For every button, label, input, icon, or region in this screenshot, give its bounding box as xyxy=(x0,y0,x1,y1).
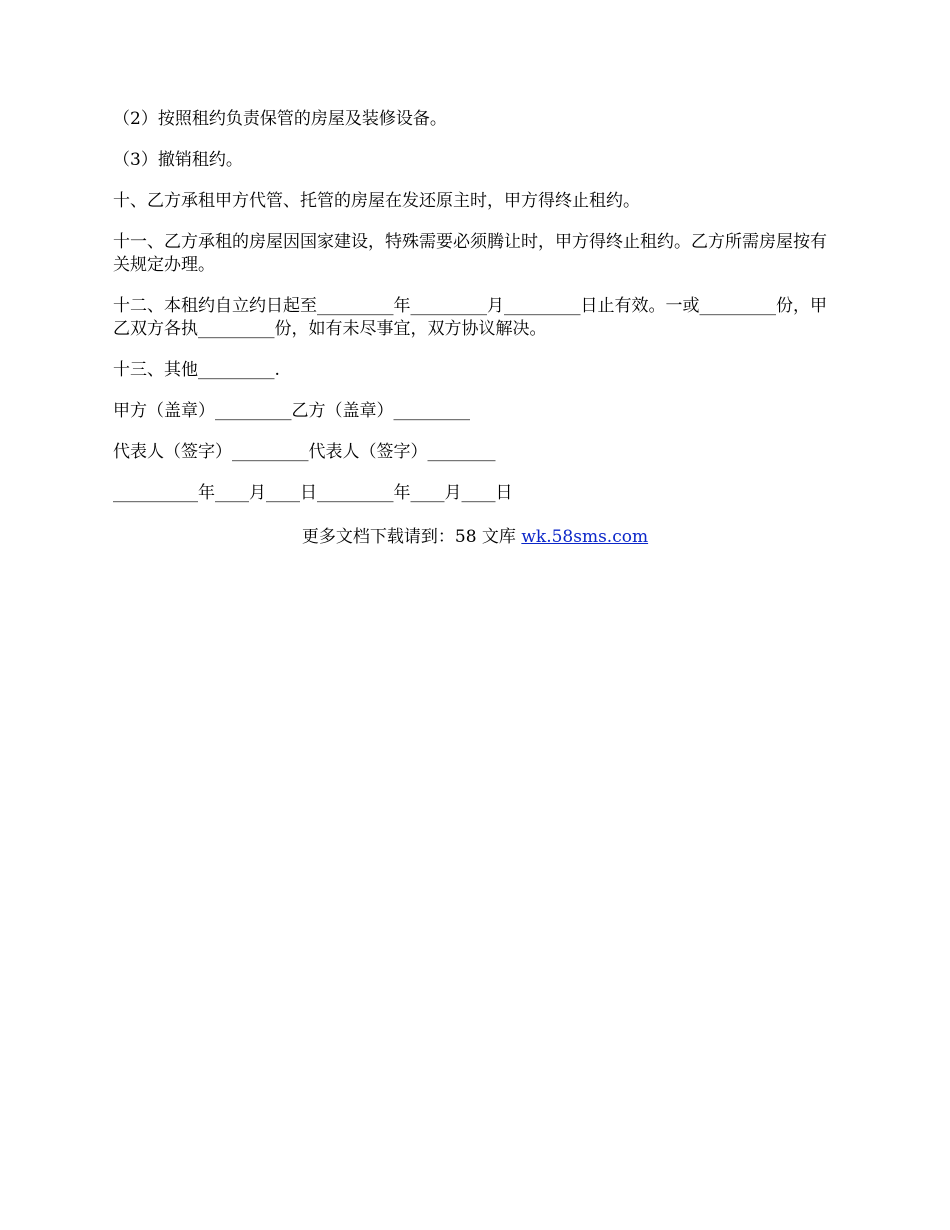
paragraph-clause-10: 十、乙方承租甲方代管、托管的房屋在发还原主时，甲方得终止租约。 xyxy=(113,191,640,211)
signature-representative-line: 代表人（签字）_________代表人（签字）________ xyxy=(113,442,496,462)
paragraph-clause-9-item-2: （2）按照租约负责保管的房屋及装修设备。 xyxy=(113,109,447,129)
download-footer xyxy=(0,526,950,549)
footer-link[interactable]: wk.58sms.com xyxy=(521,527,649,547)
paragraph-clause-11: 十一、乙方承租的房屋因国家建设，特殊需要必须腾让时，甲方得终止租约。乙方所需房屋按有关规定办理。 xyxy=(113,232,827,275)
paragraph-clause-12: 十二、本租约自立约日起至_________年_________月_________日止有效。一或_________份，甲乙双方各执_________份，如有未尽事宜，双方协议解决。 xyxy=(113,296,827,339)
signature-seal-line: 甲方（盖章）_________乙方（盖章）_________ xyxy=(113,401,470,421)
signature-date-line: __________年____月____日_________年____月____日 xyxy=(113,483,513,503)
paragraph-clause-9-item-3: （3）撤销租约。 xyxy=(113,150,243,170)
footer-text: 更多文档下载请到：58 文库 xyxy=(301,527,522,547)
document-body xyxy=(113,108,841,523)
paragraph-clause-13: 十三、其他_________. xyxy=(113,360,280,380)
